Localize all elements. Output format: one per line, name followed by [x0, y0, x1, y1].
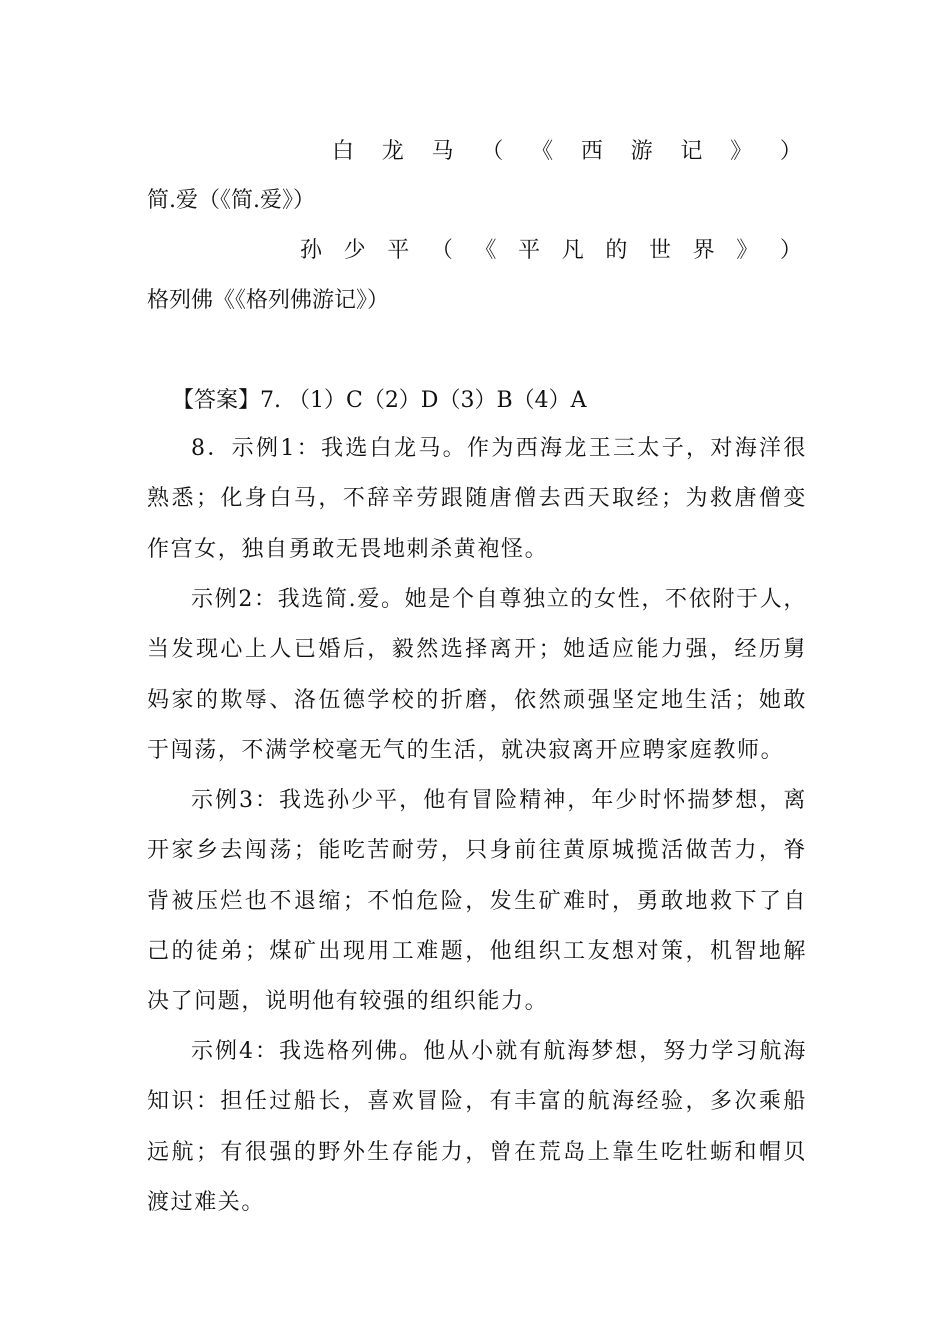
example-paragraph-3: 示例3：我选孙少平，他有冒险精神，年少时怀揣梦想，离开家乡去闯荡；能吃苦耐劳，只身前往黄原城揽活做苦力，脊背被压烂也不退缩；不怕危险，发生矿难时，勇敢地救下了自己的徒弟；煤矿出现用工难题，他组织工友想对策，机智地解决了问题，说明他有较强的组织能力。 — [147, 788, 807, 1015]
list-line-jianai: 简.爱（《简.爱》） — [147, 188, 315, 213]
char: 孙 — [300, 238, 323, 263]
example-paragraph-1: 8．示例1：我选白龙马。作为西海龙王三太子，对海洋很熟悉；化身白马，不辞辛劳跟随唐僧去西天取经；为救唐僧变作宫女，独自勇敢无畏地刺杀黄袍怪。 — [147, 436, 807, 562]
char: 西 — [580, 139, 603, 164]
char: 平 — [518, 238, 541, 263]
char: 白 — [332, 139, 355, 164]
char: 世 — [649, 238, 672, 263]
answer-line: 【答案】7. （1）C（2）D（3）B（4）A — [172, 388, 587, 413]
char: 《 — [474, 238, 497, 263]
char: 记 — [680, 139, 703, 164]
example-paragraph-4: 示例4：我选格列佛。他从小就有航海梦想，努力学习航海知识：担任过船长，喜欢冒险，有丰富的航海经验，多次乘船远航；有很强的野外生存能力，曾在荒岛上靠生吃牡蛎和帽贝渡过难关。 — [147, 1039, 807, 1215]
char: 》 — [736, 238, 759, 263]
char: 龙 — [381, 139, 404, 164]
list-line-bailongma — [332, 137, 802, 167]
char: （ — [481, 139, 504, 164]
char: 游 — [630, 139, 653, 164]
char: 少 — [343, 238, 366, 263]
char: ） — [779, 238, 802, 263]
char: 平 — [387, 238, 410, 263]
char: ） — [779, 139, 802, 164]
list-line-sunshaoping — [300, 236, 802, 266]
example-paragraph-2: 示例2：我选简.爱。她是个自尊独立的女性，不依附于人，当发现心上人已婚后，毅然选择离开；她适应能力强，经历舅妈家的欺辱、洛伍德学校的折磨，依然顽强坚定地生活；她敢于闯荡，不满学校毫无气的生活，就决寂离开应聘家庭教师。 — [147, 587, 807, 763]
char: 《 — [531, 139, 554, 164]
list-line-gulliver: 格列佛《《格列佛游记》） — [147, 288, 390, 313]
char: 的 — [605, 238, 628, 263]
char: 界 — [692, 238, 715, 263]
char: （ — [430, 238, 453, 263]
char: 》 — [730, 139, 753, 164]
char: 马 — [431, 139, 454, 164]
char: 凡 — [561, 238, 584, 263]
